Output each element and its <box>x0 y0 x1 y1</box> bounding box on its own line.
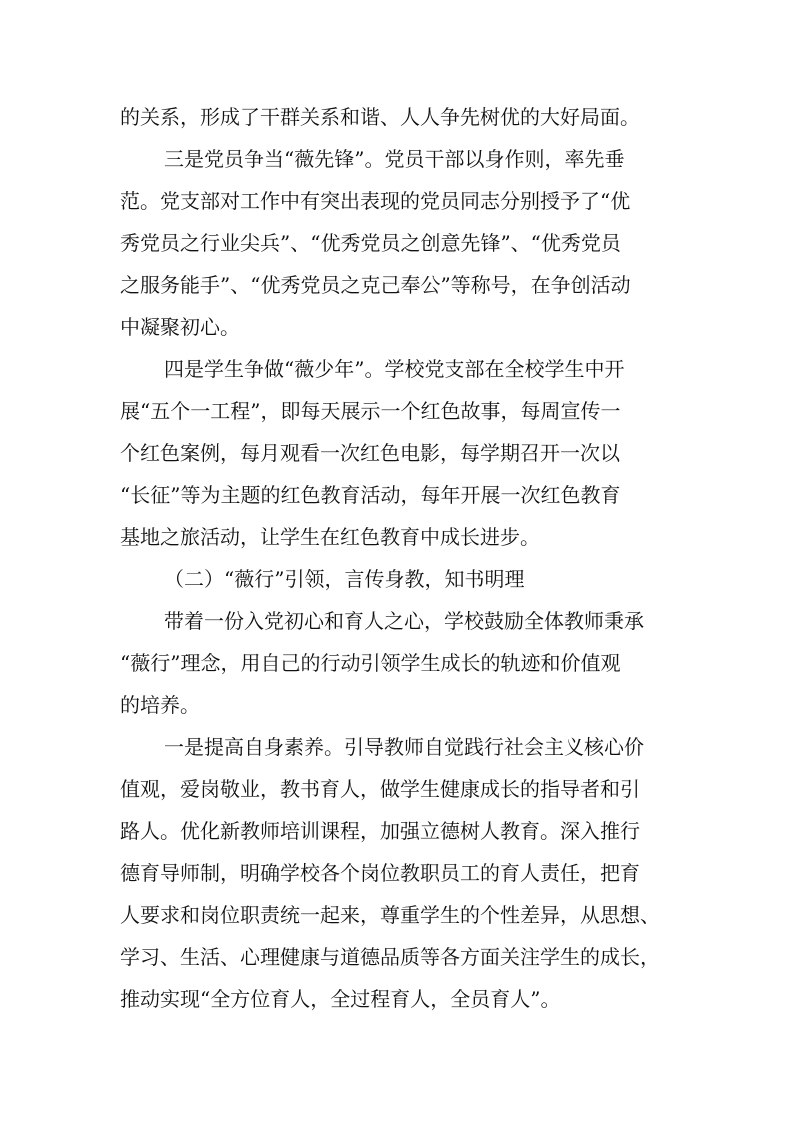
text-line: 中凝聚初心。 <box>120 315 240 339</box>
paragraph-start-line: 带着一份入党初心和育人之心，学校鼓励全体教师秉承 <box>164 609 644 633</box>
section-heading: （二）“薇行”引领，言传身教，知书明理 <box>164 567 525 591</box>
paragraph-start-line: 一是提高自身素养。引导教师自觉践行社会主义核心价 <box>164 735 644 759</box>
paragraph-start-line: 四是学生争做“薇少年”。学校党支部在全校学生中开 <box>164 357 625 381</box>
text-line: 的培养。 <box>120 693 200 717</box>
text-line: “薇行”理念，用自己的行动引领学生成长的轨迹和价值观 <box>120 651 621 675</box>
text-line: 德育导师制，明确学校各个岗位教职员工的育人责任，把育 <box>120 861 640 885</box>
text-line: 秀党员之行业尖兵”、“优秀党员之创意先锋”、“优秀党员 <box>120 231 621 255</box>
text-line: 路人。优化新教师培训课程，加强立德树人教育。深入推行 <box>120 819 640 843</box>
text-line: 学习、生活、心理健康与道德品质等各方面关注学生的成长， <box>120 945 660 969</box>
body-text <box>120 96 680 1020</box>
text-line: 的关系，形成了干群关系和谐、人人争先树优的大好局面。 <box>120 105 640 129</box>
text-line: 范。党支部对工作中有突出表现的党员同志分别授予了“优 <box>120 189 631 213</box>
text-line: 个红色案例，每月观看一次红色电影，每学期召开一次以 <box>120 441 620 465</box>
text-line: 展“五个一工程”，即每天展示一个红色故事，每周宣传一 <box>120 399 621 423</box>
text-line: 人要求和岗位职责统一起来，尊重学生的个性差异，从思想、 <box>120 903 660 927</box>
text-line: 基地之旅活动，让学生在红色教育中成长进步。 <box>120 525 540 549</box>
paragraph-start-line: 三是党员争当“薇先锋”。党员干部以身作则，率先垂 <box>164 147 625 171</box>
text-line: 值观，爱岗敬业，教书育人，做学生健康成长的指导者和引 <box>120 777 640 801</box>
text-line: “长征”等为主题的红色教育活动，每年开展一次红色教育 <box>120 483 621 507</box>
text-line: 之服务能手”、“优秀党员之克己奉公”等称号，在争创活动 <box>120 273 631 297</box>
text-line: 推动实现“全方位育人，全过程育人，全员育人”。 <box>120 987 561 1011</box>
